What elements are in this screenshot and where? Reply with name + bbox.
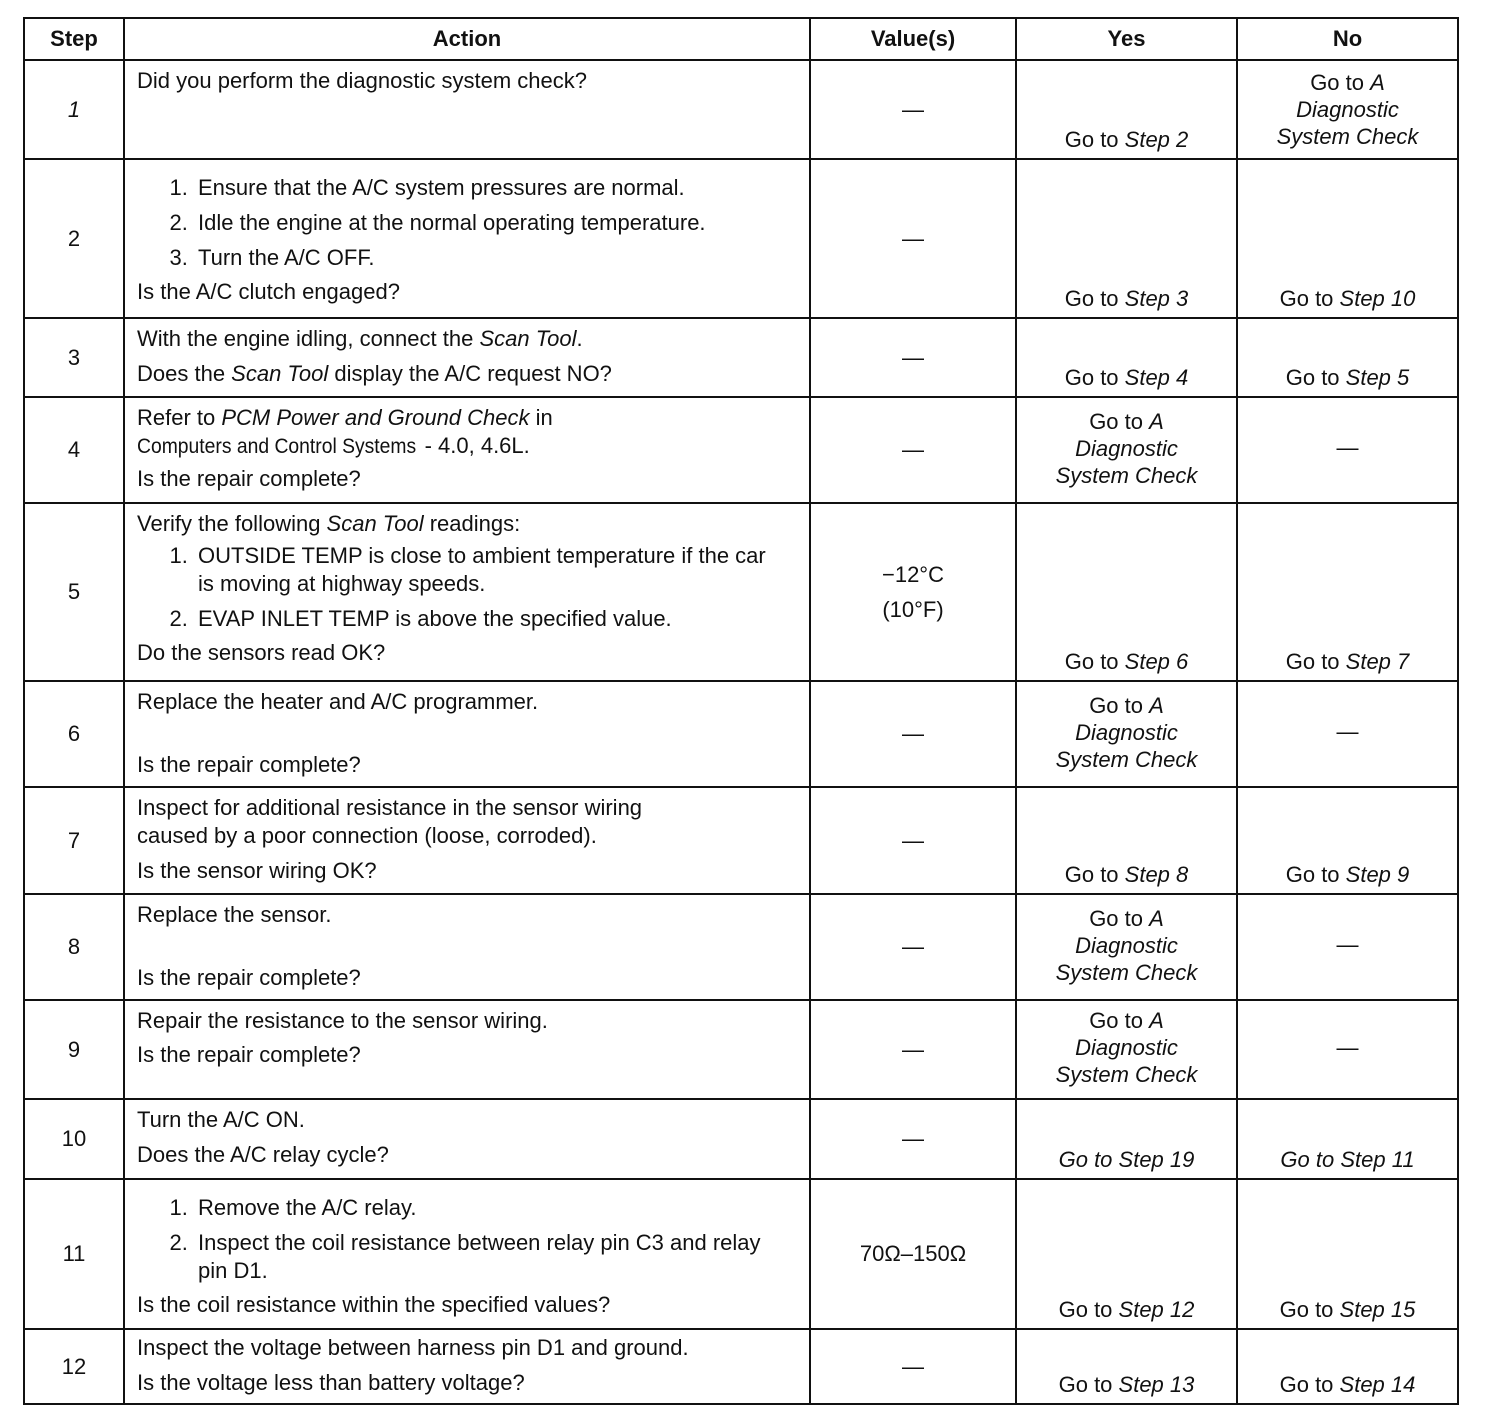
action-text: caused by a poor connection (loose, corroded). (137, 823, 597, 848)
table-row (24, 1099, 1458, 1179)
table-row (24, 1000, 1458, 1099)
list-item: 2. Inspect the coil resistance between relay pin C3 and relay pin D1. (194, 1229, 797, 1285)
table-row (24, 1179, 1458, 1329)
action-list (137, 1194, 797, 1285)
yes-prefix: Go to (1089, 692, 1150, 718)
list-item: 1. Ensure that the A/C system pressures are normal. (194, 174, 797, 202)
action-cell (124, 1099, 810, 1179)
action-reference: Computers and Control Systems (137, 435, 417, 458)
action-cell (124, 60, 810, 159)
step-number: 10 (24, 1099, 124, 1179)
action-cell (124, 503, 810, 681)
no-prefix: Go to (1279, 1297, 1340, 1322)
action-question: Is the sensor wiring OK? (137, 858, 377, 883)
step-number: 11 (24, 1179, 124, 1329)
no-target: Step 15 (1339, 1297, 1416, 1322)
action-question: Do the sensors read OK? (137, 640, 386, 665)
no-target: Step 5 (1345, 365, 1410, 390)
value-cell: — (810, 60, 1016, 159)
action-question: Is the repair complete? (137, 466, 361, 491)
list-item: 2. EVAP INLET TEMP is above the specified value. (194, 605, 797, 633)
step-number: 4 (24, 397, 124, 503)
action-text: Repair the resistance to the sensor wiring. (137, 1008, 548, 1033)
yes-cell (1016, 318, 1237, 397)
action-question: Is the repair complete? (137, 1042, 361, 1067)
yes-prefix: Go to (1064, 286, 1125, 311)
action-question: Does the A/C relay cycle? (137, 1142, 389, 1167)
no-target: Step 14 (1339, 1372, 1416, 1397)
action-list (137, 174, 797, 272)
no-prefix: Go to (1279, 1372, 1340, 1397)
diagnostic-table (23, 17, 1459, 1405)
action-italic: Scan Tool (326, 511, 424, 536)
action-cell (124, 1329, 810, 1404)
no-line3: System Check (1276, 124, 1419, 149)
list-item: 3. Turn the A/C OFF. (194, 244, 797, 272)
table-row (24, 681, 1458, 787)
header-values: Value(s) (810, 18, 1016, 60)
yes-cell (1016, 397, 1237, 503)
action-text: Did you perform the diagnostic system check? (137, 68, 587, 93)
yes-cell (1016, 159, 1237, 318)
yes-target: Step 2 (1124, 127, 1189, 152)
yes-prefix: Go to (1058, 1372, 1119, 1397)
yes-prefix: Go to (1089, 408, 1150, 434)
yes-cell (1016, 1329, 1237, 1404)
value-cell: — (810, 159, 1016, 318)
yes-line3: System Check (1055, 1062, 1198, 1087)
step-number: 6 (24, 681, 124, 787)
yes-line2: Diagnostic (1075, 1035, 1178, 1060)
action-text: Verify the following (137, 511, 327, 536)
action-question: Is the A/C clutch engaged? (137, 279, 400, 304)
step-number: 9 (24, 1000, 124, 1099)
yes-prefix: Go to (1064, 127, 1125, 152)
yes-prefix: Go to (1064, 862, 1125, 887)
yes-target: A (1149, 408, 1164, 434)
value-cell (810, 503, 1016, 681)
no-cell (1237, 1099, 1458, 1179)
action-list (137, 542, 797, 633)
yes-line3: System Check (1055, 959, 1198, 985)
header-no: No (1237, 18, 1458, 60)
table-row (24, 894, 1458, 1000)
action-cell (124, 1179, 810, 1329)
no-target: Go to Step 11 (1280, 1147, 1415, 1172)
yes-cell (1016, 1099, 1237, 1179)
action-text: Replace the sensor. (137, 902, 332, 927)
yes-target: Step 8 (1124, 862, 1189, 887)
action-cell (124, 397, 810, 503)
yes-line3: System Check (1055, 746, 1198, 772)
action-text: readings: (423, 511, 521, 536)
yes-target: Step 12 (1118, 1297, 1195, 1322)
yes-prefix: Go to (1089, 905, 1150, 931)
yes-target: A (1149, 1008, 1164, 1033)
value-line: −12°C (881, 562, 944, 587)
yes-prefix: Go to (1064, 365, 1125, 390)
table-row (24, 503, 1458, 681)
no-prefix: Go to (1285, 862, 1346, 887)
action-question: Is the repair complete? (137, 965, 361, 990)
action-cell (124, 159, 810, 318)
action-text: in (529, 405, 553, 430)
list-item: 2. Idle the engine at the normal operating temperature. (194, 209, 797, 237)
table-row (24, 787, 1458, 894)
no-cell (1237, 159, 1458, 318)
no-cell (1237, 318, 1458, 397)
yes-cell (1016, 787, 1237, 894)
value-cell: — (810, 1000, 1016, 1099)
table-row (24, 397, 1458, 503)
action-cell (124, 1000, 810, 1099)
yes-target: Step 4 (1124, 365, 1189, 390)
yes-prefix: Go to (1064, 649, 1125, 674)
header-step: Step (24, 18, 124, 60)
step-number: 5 (24, 503, 124, 681)
step-number: 2 (24, 159, 124, 318)
yes-target: Step 13 (1118, 1372, 1195, 1397)
no-line2: Diagnostic (1296, 97, 1399, 122)
action-question: Is the voltage less than battery voltage? (137, 1370, 525, 1395)
value-cell: 70Ω–150Ω (810, 1179, 1016, 1329)
action-italic: Scan Tool (479, 326, 577, 351)
no-cell (1237, 503, 1458, 681)
action-text: Refer to (137, 405, 222, 430)
action-text: - 4.0, 4.6L. (418, 433, 530, 458)
no-cell: — (1237, 1000, 1458, 1099)
list-item: 1. OUTSIDE TEMP is close to ambient temperature if the car is moving at highway speeds. (194, 542, 797, 598)
action-cell (124, 318, 810, 397)
table-row (24, 159, 1458, 318)
action-cell (124, 681, 810, 787)
action-text: Inspect the voltage between harness pin D1 and ground. (137, 1335, 689, 1360)
header-yes: Yes (1016, 18, 1237, 60)
yes-cell (1016, 1000, 1237, 1099)
table-row (24, 318, 1458, 397)
no-cell (1237, 60, 1458, 159)
value-line: (10°F) (882, 597, 944, 622)
no-cell (1237, 1179, 1458, 1329)
table-row (24, 1329, 1458, 1404)
yes-cell (1016, 681, 1237, 787)
no-cell: — (1237, 894, 1458, 1000)
value-cell: — (810, 318, 1016, 397)
no-prefix: Go to (1279, 286, 1340, 311)
yes-target: Step 3 (1124, 286, 1189, 311)
value-cell: — (810, 894, 1016, 1000)
yes-target: A (1149, 905, 1164, 931)
value-cell: — (810, 787, 1016, 894)
step-number: 1 (24, 60, 124, 159)
no-target: Step 7 (1345, 649, 1410, 674)
action-text: Does the (137, 361, 232, 386)
no-cell: — (1237, 397, 1458, 503)
no-prefix: Go to (1285, 365, 1346, 390)
yes-line3: System Check (1055, 462, 1198, 488)
action-text: Replace the heater and A/C programmer. (137, 689, 539, 714)
no-target: A (1370, 70, 1385, 95)
action-text: With the engine idling, connect the (137, 326, 480, 351)
yes-cell (1016, 894, 1237, 1000)
action-cell (124, 787, 810, 894)
action-italic: Scan Tool (231, 361, 329, 386)
yes-line2: Diagnostic (1075, 719, 1178, 745)
yes-cell (1016, 1179, 1237, 1329)
action-text: display the A/C request NO? (328, 361, 612, 386)
yes-target: A (1149, 692, 1164, 718)
yes-line2: Diagnostic (1075, 932, 1178, 958)
yes-prefix: Go to (1058, 1297, 1119, 1322)
header-row (24, 18, 1458, 60)
yes-target: Step 6 (1124, 649, 1189, 674)
yes-target: Go to Step 19 (1058, 1147, 1195, 1172)
action-text: . (576, 326, 583, 351)
list-item: 1. Remove the A/C relay. (194, 1194, 797, 1222)
action-italic: PCM Power and Ground Check (221, 405, 530, 430)
step-number: 12 (24, 1329, 124, 1404)
step-number: 8 (24, 894, 124, 1000)
no-cell (1237, 787, 1458, 894)
value-cell: — (810, 1099, 1016, 1179)
no-prefix: Go to (1285, 649, 1346, 674)
action-text: Inspect for additional resistance in the sensor wiring (137, 795, 643, 820)
no-target: Step 9 (1345, 862, 1410, 887)
no-target: Step 10 (1339, 286, 1416, 311)
no-cell: — (1237, 681, 1458, 787)
value-cell: — (810, 1329, 1016, 1404)
no-cell (1237, 1329, 1458, 1404)
yes-cell (1016, 503, 1237, 681)
action-question: Is the coil resistance within the specified values? (137, 1292, 611, 1317)
step-number: 7 (24, 787, 124, 894)
action-text: Turn the A/C ON. (137, 1107, 305, 1132)
yes-line2: Diagnostic (1075, 435, 1178, 461)
value-cell: — (810, 681, 1016, 787)
value-cell: — (810, 397, 1016, 503)
yes-cell (1016, 60, 1237, 159)
action-cell (124, 894, 810, 1000)
table-row (24, 60, 1458, 159)
header-action: Action (124, 18, 810, 60)
yes-prefix: Go to (1089, 1008, 1150, 1033)
no-prefix: Go to (1310, 70, 1371, 95)
step-number: 3 (24, 318, 124, 397)
action-question: Is the repair complete? (137, 752, 361, 777)
